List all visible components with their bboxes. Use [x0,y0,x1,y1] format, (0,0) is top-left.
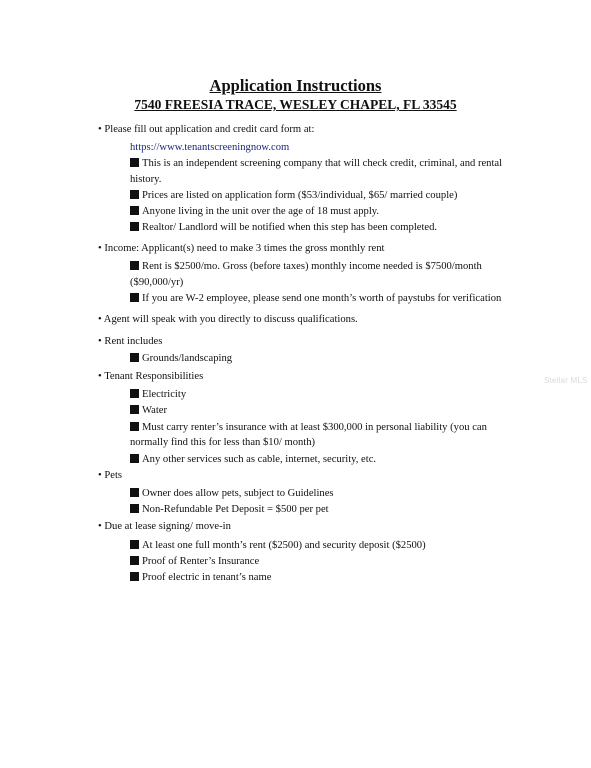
lease-lead: • Due at lease signing/ move-in [98,521,231,532]
pets-lead: • Pets [98,470,123,481]
square-bullet-icon [130,158,139,167]
list-item-continuation: ($90,000/yr) [130,277,184,288]
list-item: Anyone living in the unit over the age of 18 must apply. [130,204,379,220]
list-item: At least one full month’s rent ($2500) and security deposit ($2500) [130,538,426,554]
application-lead [98,122,314,138]
list-item: Water [130,403,167,419]
square-bullet-icon [130,293,139,302]
bullet: • [98,521,102,532]
list-item: Prices are listed on application form ($53/individual, $65/ married couple) [130,188,457,204]
square-bullet-icon [130,190,139,199]
square-bullet-icon [130,556,139,565]
list-item: Owner does allow pets, subject to Guidelines [130,486,334,502]
bullet: • [98,371,102,382]
agent-lead: • Agent will speak with you directly to discuss qualifications. [98,314,358,325]
square-bullet-icon [130,405,139,414]
list-item: Proof of Renter’s Insurance [130,554,259,570]
list-item: If you are W-2 employee, please send one month’s worth of paystubs for verification [130,291,501,307]
list-item: Any other services such as cable, internet, security, etc. [130,452,376,468]
square-bullet-icon [130,488,139,497]
square-bullet-icon [130,422,139,431]
list-item: Rent is $2500/mo. Gross (before taxes) monthly income needed is $7500/month [130,259,482,275]
list-item: This is an independent screening company that will check credit, criminal, and rental [130,156,502,172]
square-bullet-icon [130,353,139,362]
bullet: • [98,470,102,481]
square-bullet-icon [130,454,139,463]
square-bullet-icon [130,572,139,581]
page-title: Application Instructions [209,76,382,95]
list-item: Non-Refundable Pet Deposit = $500 per pet [130,502,329,518]
property-address: 7540 FREESIA TRACE, WESLEY CHAPEL, FL 33545 [134,97,457,112]
list-item-continuation: normally find this for less than $10/ month) [130,437,316,448]
square-bullet-icon [130,222,139,231]
list-item: Proof electric in tenant’s name [130,570,271,586]
bullet: • [98,124,102,135]
bullet: • [98,336,102,347]
square-bullet-icon [130,540,139,549]
bullet: • [98,243,102,254]
list-item: Realtor/ Landlord will be notified when this step has been completed. [130,220,437,236]
watermark: Stellar MLS [544,376,588,385]
list-item-continuation: history. [130,174,162,185]
tenant-lead: • Tenant Responsibilities [98,371,204,382]
square-bullet-icon [130,261,139,270]
square-bullet-icon [130,389,139,398]
bullet: • [98,314,102,325]
list-item: Grounds/landscaping [130,351,232,367]
rent-includes-lead: • Rent includes [98,336,163,347]
list-item: Electricity [130,387,186,403]
square-bullet-icon [130,206,139,215]
list-item: Must carry renter’s insurance with at least $300,000 in personal liability (you can [130,420,487,436]
square-bullet-icon [130,504,139,513]
screening-link[interactable]: https://www.tenantscreeningnow.com [130,142,290,153]
income-lead: • Income: Applicant(s) need to make 3 times the gross monthly rent [98,243,385,254]
application-lead-text: Please fill out application and credit card form at: [104,124,315,135]
